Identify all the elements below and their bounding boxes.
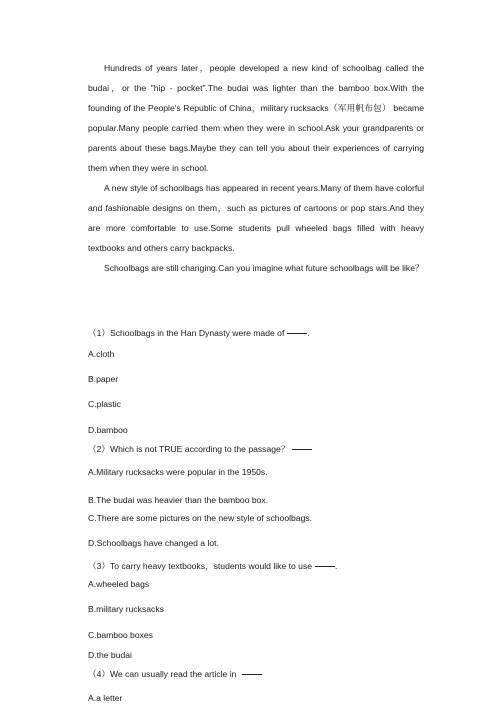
question-2-option-a: A.Military rucksacks were popular in the 1950s. bbox=[88, 467, 268, 477]
question-1-end: . bbox=[307, 328, 310, 338]
question-3-option-a: A.wheeled bags bbox=[88, 579, 150, 589]
question-2-option-d: D.Schoolbags have changed a lot. bbox=[88, 538, 219, 548]
question-2-option-b: B.The budai was heavier than the bamboo box. bbox=[88, 495, 269, 505]
passage-paragraph-1-text: Hundreds of years later，people developed a new kind of schoolbag called the budai，or the "hip - pocket".The budai was lighter than the bamboo box.With the founding of the People's Republic of China，military rucksacks（军用帆布包） became popular.Many people carried them when they were in school.Ask your grandparents or parents about these bags.Maybe they can tell you about their experiences of carrying them when they were in school. bbox=[88, 63, 424, 173]
question-2-option-c: C.There are some pictures on the new style of schoolbags. bbox=[88, 513, 313, 523]
question-3-option-d: D.the budai bbox=[88, 650, 132, 660]
question-1-stem bbox=[88, 327, 310, 339]
question-3-option-c: C.bamboo boxes bbox=[88, 630, 153, 640]
question-2-stem bbox=[88, 443, 312, 455]
question-3-text: （3）To carry heavy textbooks，students would like to use bbox=[88, 561, 313, 571]
question-3-option-b: B.military rucksacks bbox=[88, 604, 164, 614]
question-2-text: （2）Which is not TRUE according to the passage？ bbox=[88, 444, 290, 454]
answer-blank bbox=[287, 333, 307, 334]
question-4-stem bbox=[88, 668, 262, 680]
passage-paragraph-3 bbox=[88, 258, 424, 278]
question-1-text: （1）Schoolbags in the Han Dynasty were made of bbox=[88, 328, 285, 338]
question-3-end: . bbox=[335, 561, 338, 571]
question-1-option-c: C.plastic bbox=[88, 399, 121, 409]
passage-paragraph-2-text: A new style of schoolbags has appeared in recent years.Many of them have colorful and fashionable designs on them，such as pictures of cartoons or pop stars.And they are more comfortable to use.Some students pull wheeled bags filled with heavy textbooks and others carry backpacks. bbox=[88, 183, 424, 253]
passage-paragraph-2 bbox=[88, 178, 424, 258]
passage-paragraph-1 bbox=[88, 58, 424, 178]
question-4-option-a: A.a letter bbox=[88, 693, 123, 703]
answer-blank bbox=[242, 674, 262, 675]
question-1-option-d: D.bamboo bbox=[88, 425, 128, 435]
question-1-option-b: B.paper bbox=[88, 374, 119, 384]
question-1-option-a: A.cloth bbox=[88, 349, 115, 359]
answer-blank bbox=[315, 566, 335, 567]
question-4-text: （4）We can usually read the article in bbox=[88, 669, 237, 679]
question-3-stem bbox=[88, 560, 337, 572]
passage-paragraph-3-text: Schoolbags are still changing.Can you imagine what future schoolbags will be like？ bbox=[104, 263, 424, 273]
answer-blank bbox=[292, 449, 312, 450]
